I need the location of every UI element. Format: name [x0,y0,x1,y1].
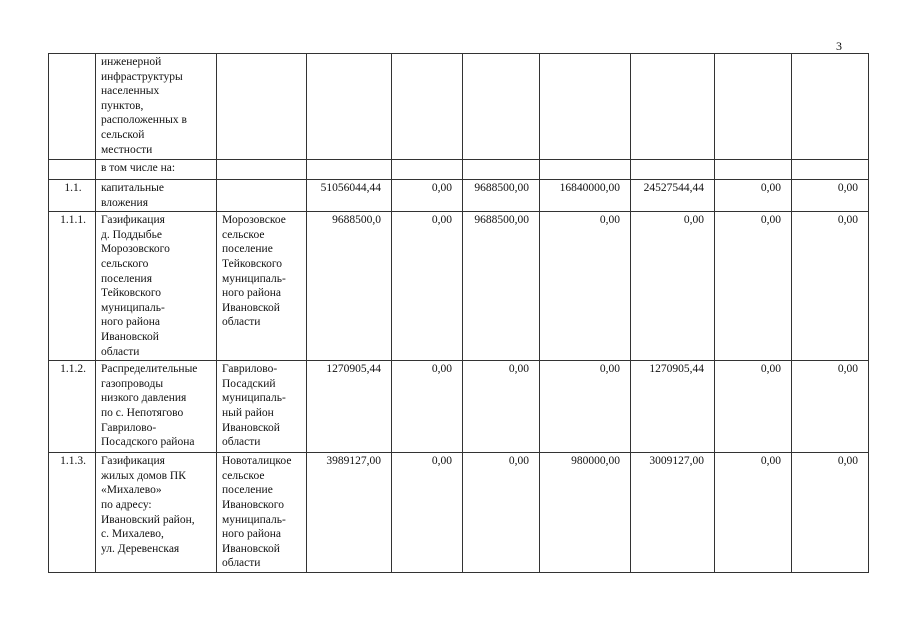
value-col-4 [540,160,631,180]
value-col-3 [463,54,540,160]
row-location: Морозовское сельское поселение Тейковского муниципаль- ного района Ивановской области [217,212,307,361]
value-col-4: 980000,00 [540,453,631,573]
value-total: 1270905,44 [307,361,392,453]
row-number: 1.1. [49,180,96,212]
value-col-3 [463,160,540,180]
value-col-4: 16840000,00 [540,180,631,212]
value-total [307,54,392,160]
page-number: 3 [836,39,842,53]
value-col-3: 0,00 [463,361,540,453]
value-col-6: 0,00 [715,180,792,212]
value-col-4: 0,00 [540,212,631,361]
value-total [307,160,392,180]
value-col-7 [792,54,869,160]
row-name: в том числе на: [96,160,217,180]
value-col-5 [631,160,715,180]
value-col-3: 0,00 [463,453,540,573]
table-row [49,54,869,160]
value-col-5: 3009127,00 [631,453,715,573]
row-location: Новоталицкое сельское поселение Ивановского муниципаль- ного района Ивановской области [217,453,307,573]
table-row [49,361,869,453]
value-col-3: 9688500,00 [463,212,540,361]
table-row [49,212,869,361]
value-total: 9688500,0 [307,212,392,361]
row-number: 1.1.2. [49,361,96,453]
value-col-6: 0,00 [715,212,792,361]
value-col-2: 0,00 [392,453,463,573]
value-total: 3989127,00 [307,453,392,573]
value-col-4: 0,00 [540,361,631,453]
row-location [217,180,307,212]
row-name: Газификация жилых домов ПК «Михалево» по адресу: Ивановский район, с. Михалево, ул. Деревенская [96,453,217,573]
row-name: Распределительные газопроводы низкого давления по с. Непотягово Гаврилово- Посадского района [96,361,217,453]
row-name: инженерной инфраструктуры населенных пунктов, расположенных в сельской местности [96,54,217,160]
row-name: капитальные вложения [96,180,217,212]
table-row [49,180,869,212]
row-number: 1.1.1. [49,212,96,361]
value-col-2: 0,00 [392,361,463,453]
row-number: 1.1.3. [49,453,96,573]
value-col-3: 9688500,00 [463,180,540,212]
value-col-7: 0,00 [792,453,869,573]
row-location [217,160,307,180]
value-col-7: 0,00 [792,212,869,361]
value-col-2 [392,54,463,160]
value-col-2 [392,160,463,180]
value-col-6: 0,00 [715,453,792,573]
table-row [49,160,869,180]
value-total: 51056044,44 [307,180,392,212]
value-col-4 [540,54,631,160]
row-number [49,54,96,160]
value-col-7: 0,00 [792,361,869,453]
value-col-5: 1270905,44 [631,361,715,453]
value-col-6 [715,54,792,160]
row-location [217,54,307,160]
table-row [49,453,869,573]
value-col-5: 24527544,44 [631,180,715,212]
row-location: Гаврилово- Посадский муниципаль- ный район Ивановской области [217,361,307,453]
value-col-5: 0,00 [631,212,715,361]
value-col-7 [792,160,869,180]
value-col-6: 0,00 [715,361,792,453]
value-col-2: 0,00 [392,180,463,212]
value-col-6 [715,160,792,180]
value-col-2: 0,00 [392,212,463,361]
value-col-5 [631,54,715,160]
financing-table [48,53,869,573]
row-name: Газификация д. Поддыбье Морозовского сельского поселения Тейковского муниципаль- ного района Ивановской области [96,212,217,361]
row-number [49,160,96,180]
value-col-7: 0,00 [792,180,869,212]
